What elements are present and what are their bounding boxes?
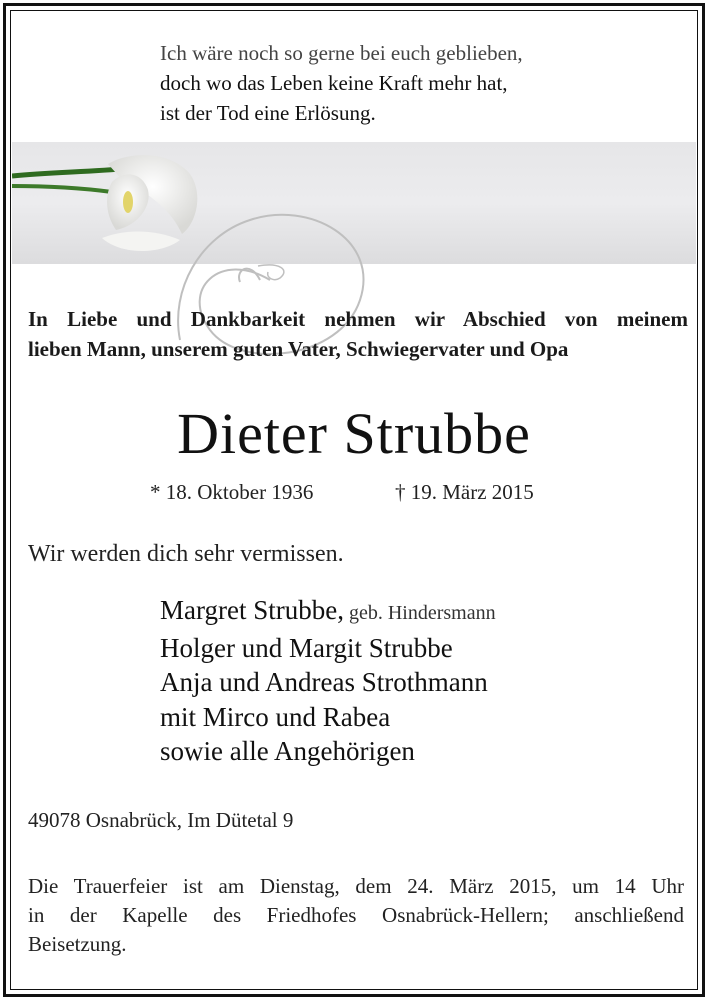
mourner-note: geb. Hindersmann <box>343 602 496 624</box>
mourner-row <box>160 700 680 735</box>
ceremony-info <box>28 872 684 959</box>
motto-line-1: Ich wäre noch so gerne bei euch geblieben, <box>160 41 523 65</box>
mourner-row <box>160 665 680 700</box>
ceremony-line-1: Die Trauerfeier ist am Dienstag, dem 24. März 2015, um 14 Uhr <box>28 874 684 898</box>
address: 49078 Osnabrück, Im Dütetal 9 <box>28 808 294 832</box>
calla-lily-banner <box>12 142 696 264</box>
intro-line-1: In Liebe und Dankbarkeit nehmen wir Abschied von meinem <box>28 307 688 331</box>
mourner-row <box>160 593 680 631</box>
motto-line-2: doch wo das Leben keine Kraft mehr hat, <box>160 71 508 95</box>
mourner-name: Anja und Andreas Strothmann <box>160 667 488 697</box>
birth-date: * 18. Oktober 1936 <box>150 480 314 504</box>
mourner-name: sowie alle Angehörigen <box>160 736 415 766</box>
deceased-name: Dieter Strubbe <box>177 401 531 466</box>
mourner-name: Holger und Margit Strubbe <box>160 632 453 663</box>
motto-verse <box>160 38 660 128</box>
mourner-name: Margret Strubbe, <box>160 595 344 625</box>
death-date: † 19. März 2015 <box>395 480 534 504</box>
mourner-row <box>160 631 680 666</box>
motto-line-3: ist der Tod eine Erlösung. <box>160 101 376 125</box>
mourner-name: mit Mirco und Rabea <box>160 701 391 732</box>
intro-line-2: lieben Mann, unserem guten Vater, Schwiegervater und Opa <box>28 337 569 361</box>
closing-line: Wir werden dich sehr vermissen. <box>28 541 344 567</box>
ceremony-line-2: in der Kapelle des Friedhofes Osnabrück-Hellern; anschließend <box>28 903 684 927</box>
calla-lily-icon <box>12 142 696 264</box>
mourners-list <box>160 593 680 769</box>
ceremony-line-3: Beisetzung. <box>28 932 127 956</box>
intro-text <box>28 304 688 364</box>
mourner-row <box>160 734 680 769</box>
